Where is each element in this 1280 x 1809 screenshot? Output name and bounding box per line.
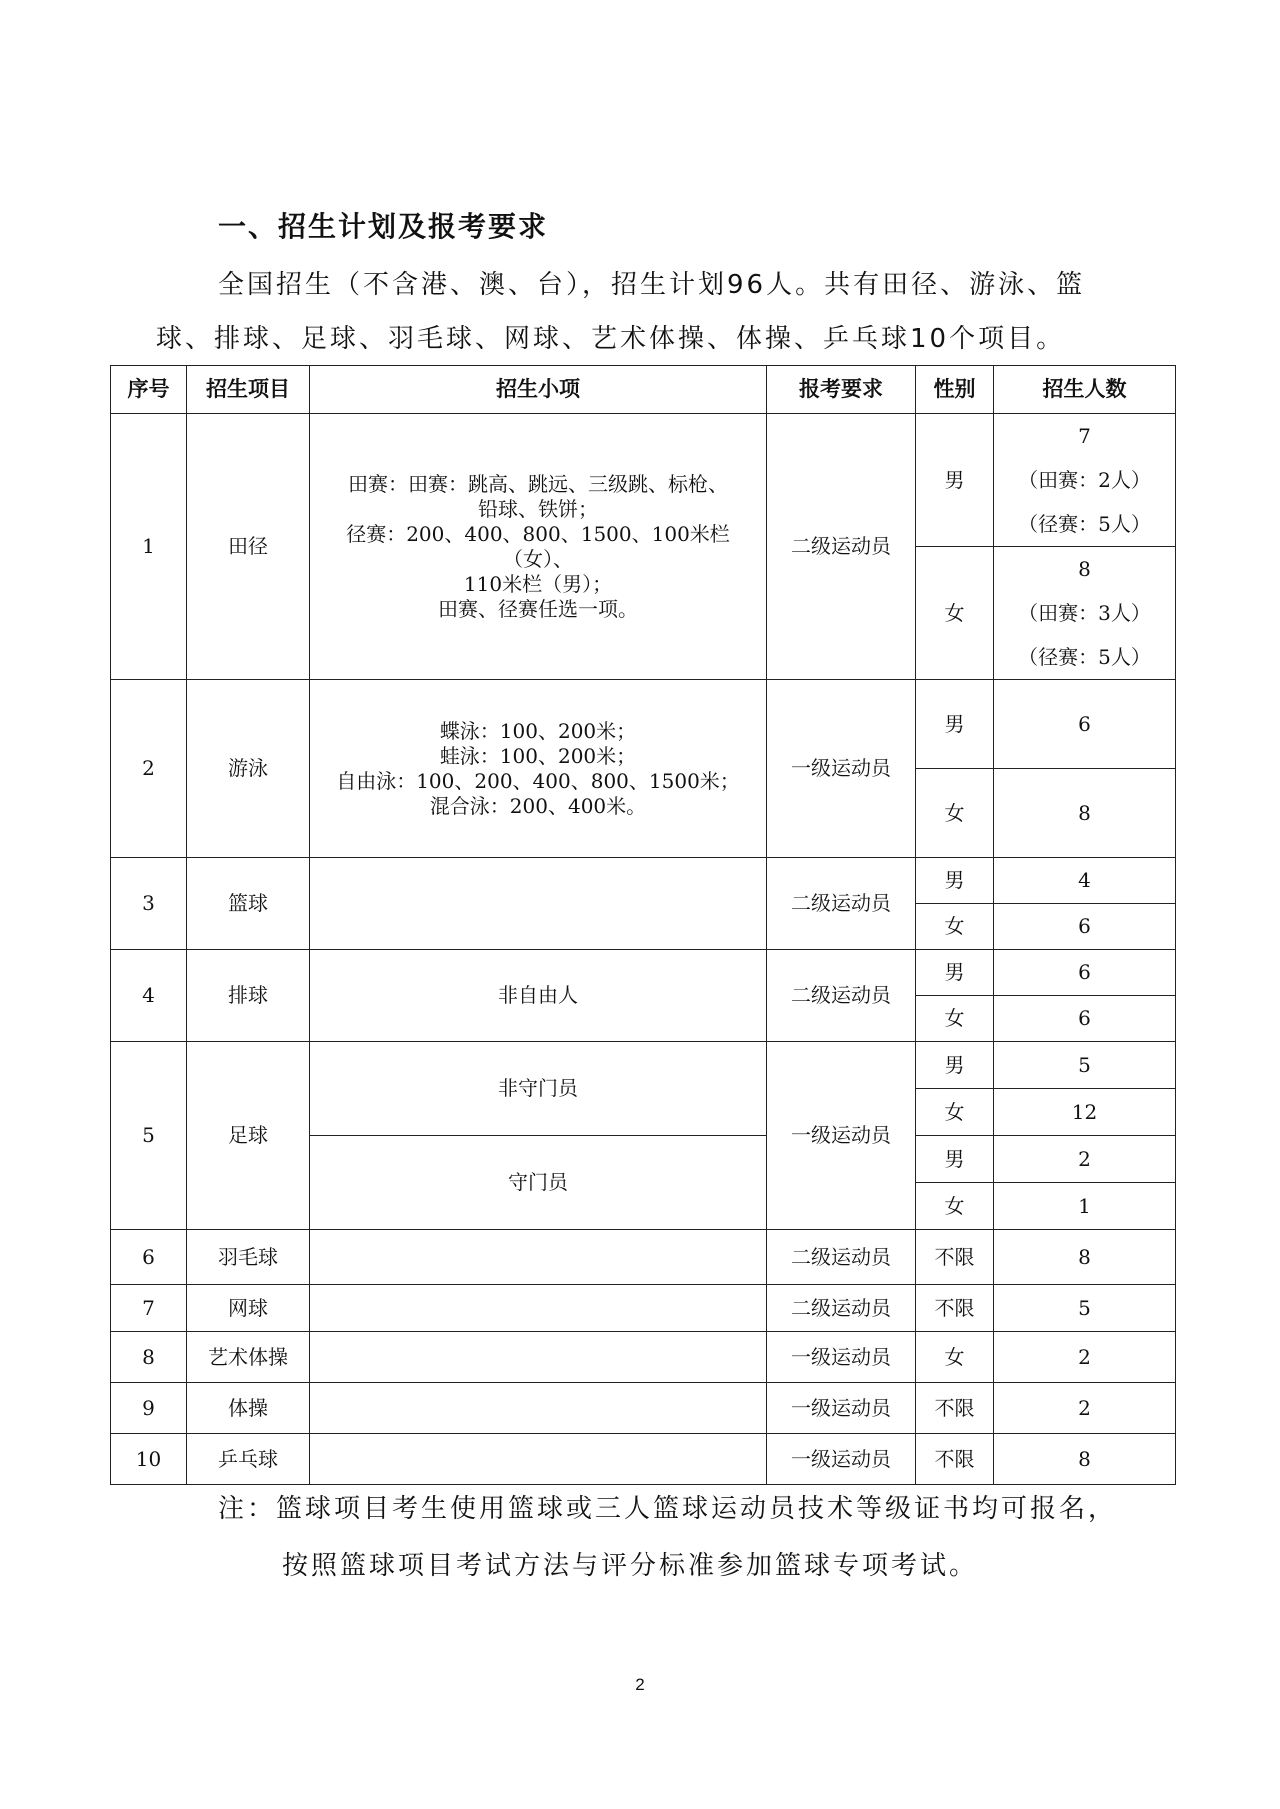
intro-line-1: 全国招生（不含港、澳、台），招生计划96人。共有田径、游泳、篮: [218, 270, 1086, 300]
row-count: 5: [994, 1042, 1176, 1089]
row-count: 6: [994, 950, 1176, 996]
row-count: 12: [994, 1089, 1176, 1136]
row-sport: 田径: [187, 414, 310, 680]
row-requirement: 二级运动员: [767, 414, 916, 680]
sub-event-line: 蛙泳：100、200米；: [439, 743, 637, 768]
row-sub-event: [310, 414, 767, 680]
count-line: （径赛：5人）: [1018, 512, 1151, 536]
row-sub-event: [310, 680, 767, 858]
row-requirement: 一级运动员: [767, 1042, 916, 1230]
row-gender: 女: [916, 547, 994, 680]
row-sport: 艺术体操: [187, 1332, 310, 1383]
header-no: 序号: [111, 366, 187, 414]
row-no: 9: [111, 1383, 187, 1434]
table-row: [111, 1434, 1176, 1485]
sub-event-line: 田赛：田赛：跳高、跳远、三级跳、标枪、: [348, 471, 728, 496]
row-gender: 不限: [916, 1383, 994, 1434]
table-row: [111, 858, 1176, 904]
count-line: （径赛：5人）: [1018, 645, 1151, 669]
enrollment-plan-table: [110, 365, 1176, 1485]
sub-event-line: 混合泳：200、400米。: [429, 793, 647, 818]
row-requirement: 二级运动员: [767, 1285, 916, 1332]
row-sport: 乒乓球: [187, 1434, 310, 1485]
row-gender: 男: [916, 414, 994, 547]
header-count: 招生人数: [994, 366, 1176, 414]
table-row: [111, 1042, 1176, 1089]
row-sport: 足球: [187, 1042, 310, 1230]
row-count: 8: [994, 1434, 1176, 1485]
count-line: 8: [1078, 557, 1091, 581]
row-sub-event: [310, 1285, 767, 1332]
row-gender: 不限: [916, 1434, 994, 1485]
row-gender: 女: [916, 996, 994, 1042]
row-count: 8: [994, 769, 1176, 858]
count-line: （田赛：2人）: [1018, 468, 1151, 492]
intro-line-2: 球、排球、足球、羽毛球、网球、艺术体操、体操、乒乓球10个项目。: [156, 324, 1066, 354]
count-line: （田赛：3人）: [1018, 601, 1151, 625]
table-row: [111, 680, 1176, 769]
row-no: 10: [111, 1434, 187, 1485]
row-sub-event: [310, 1332, 767, 1383]
header-requirement: 报考要求: [767, 366, 916, 414]
row-no: 3: [111, 858, 187, 950]
row-count: 6: [994, 680, 1176, 769]
row-count: 1: [994, 1183, 1176, 1230]
row-sport: 网球: [187, 1285, 310, 1332]
row-sub-event: [310, 1383, 767, 1434]
row-no: 4: [111, 950, 187, 1042]
row-no: 5: [111, 1042, 187, 1230]
row-no: 1: [111, 414, 187, 680]
row-count: 2: [994, 1383, 1176, 1434]
row-gender: 男: [916, 858, 994, 904]
row-requirement: 一级运动员: [767, 1383, 916, 1434]
row-gender: 男: [916, 950, 994, 996]
row-count: 6: [994, 996, 1176, 1042]
row-count: 6: [994, 904, 1176, 950]
row-gender: 女: [916, 1183, 994, 1230]
table-row: [111, 1332, 1176, 1383]
header-sub-event: 招生小项: [310, 366, 767, 414]
row-sub-event: [310, 858, 767, 950]
table-row: [111, 1383, 1176, 1434]
row-sub-event: [310, 1434, 767, 1485]
row-gender: 男: [916, 680, 994, 769]
sub-event-line: 自由泳：100、200、400、800、1500米；: [336, 768, 740, 793]
row-sub-event: [310, 1230, 767, 1285]
row-requirement: 一级运动员: [767, 680, 916, 858]
row-gender: 女: [916, 1332, 994, 1383]
row-no: 7: [111, 1285, 187, 1332]
row-sport: 羽毛球: [187, 1230, 310, 1285]
row-gender: 男: [916, 1136, 994, 1183]
table-row: [111, 950, 1176, 996]
row-sport: 篮球: [187, 858, 310, 950]
row-count: [994, 547, 1176, 680]
row-no: 8: [111, 1332, 187, 1383]
sub-event-line: 径赛：200、400、800、1500、100米栏（女）、: [346, 521, 730, 571]
row-no: 2: [111, 680, 187, 858]
row-sport: 游泳: [187, 680, 310, 858]
row-requirement: 二级运动员: [767, 1230, 916, 1285]
page-number: 2: [635, 1675, 645, 1694]
row-gender: 女: [916, 769, 994, 858]
section-heading: 一、招生计划及报考要求: [218, 210, 549, 243]
sub-event-line: 110米栏（男）；: [463, 571, 613, 596]
count-line: 7: [1078, 424, 1091, 448]
row-gender: 女: [916, 1089, 994, 1136]
row-sport: 体操: [187, 1383, 310, 1434]
row-count: 5: [994, 1285, 1176, 1332]
row-requirement: 二级运动员: [767, 950, 916, 1042]
table-header-row: [111, 366, 1176, 414]
row-requirement: 一级运动员: [767, 1434, 916, 1485]
row-sub-event: 非守门员: [310, 1042, 767, 1136]
row-gender: 不限: [916, 1230, 994, 1285]
row-count: 4: [994, 858, 1176, 904]
header-gender: 性别: [916, 366, 994, 414]
table-row: [111, 414, 1176, 547]
row-gender: 女: [916, 904, 994, 950]
row-no: 6: [111, 1230, 187, 1285]
row-requirement: 一级运动员: [767, 1332, 916, 1383]
note-line-1: 注：篮球项目考生使用篮球或三人篮球运动员技术等级证书均可报名，: [218, 1494, 1118, 1524]
table-row: [111, 1285, 1176, 1332]
row-sub-event: 守门员: [310, 1136, 767, 1230]
table-row: [111, 1230, 1176, 1285]
sub-event-line: 蝶泳：100、200米；: [439, 718, 637, 743]
row-sport: 排球: [187, 950, 310, 1042]
row-count: 8: [994, 1230, 1176, 1285]
sub-event-line: 铅球、铁饼；: [478, 496, 598, 521]
row-count: [994, 414, 1176, 547]
row-count: 2: [994, 1136, 1176, 1183]
note-line-2: 按照篮球项目考试方法与评分标准参加篮球专项考试。: [282, 1551, 979, 1581]
row-gender: 不限: [916, 1285, 994, 1332]
row-sub-event: 非自由人: [310, 950, 767, 1042]
sub-event-line: 田赛、径赛任选一项。: [438, 596, 638, 621]
row-requirement: 二级运动员: [767, 858, 916, 950]
row-gender: 男: [916, 1042, 994, 1089]
header-sport: 招生项目: [187, 366, 310, 414]
row-count: 2: [994, 1332, 1176, 1383]
